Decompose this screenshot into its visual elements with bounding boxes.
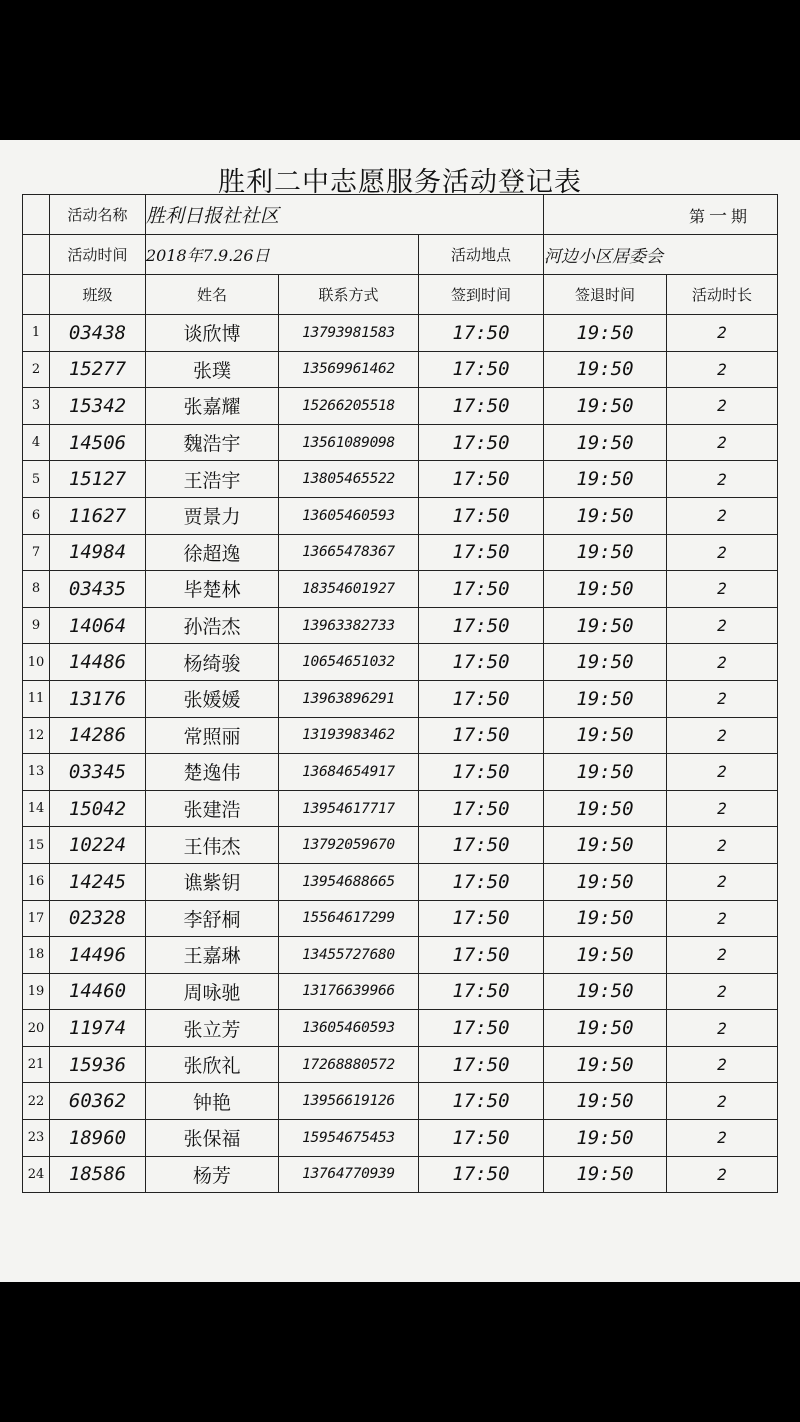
duration-cell: 2: [667, 973, 778, 1010]
checkin-cell: 17:50: [419, 900, 544, 937]
checkout-cell: 19:50: [544, 315, 667, 352]
table-row: [23, 607, 778, 644]
row-number: 16: [23, 863, 50, 900]
activity-name-label: 活动名称: [50, 195, 146, 235]
phone-cell: 13176639966: [279, 973, 419, 1010]
table-row: [23, 351, 778, 388]
class-cell: 18586: [50, 1156, 146, 1193]
phone-cell: 13561089098: [279, 424, 419, 461]
class-cell: 14496: [50, 937, 146, 974]
phone-cell: 15564617299: [279, 900, 419, 937]
duration-cell: 2: [667, 717, 778, 754]
duration-cell: 2: [667, 571, 778, 608]
class-cell: 03438: [50, 315, 146, 352]
checkout-cell: 19:50: [544, 1120, 667, 1157]
checkout-cell: 19:50: [544, 900, 667, 937]
name-cell: 张建浩: [146, 790, 279, 827]
location-value: 河边小区居委会: [544, 235, 778, 275]
checkout-cell: 19:50: [544, 461, 667, 498]
phone-cell: 18354601927: [279, 571, 419, 608]
row-number: 7: [23, 534, 50, 571]
name-cell: 周咏驰: [146, 973, 279, 1010]
duration-cell: 2: [667, 315, 778, 352]
class-cell: 03435: [50, 571, 146, 608]
checkin-cell: 17:50: [419, 461, 544, 498]
row-number: 5: [23, 461, 50, 498]
table-row: [23, 315, 778, 352]
checkout-cell: 19:50: [544, 1156, 667, 1193]
row-number: 9: [23, 607, 50, 644]
name-cell: 魏浩宇: [146, 424, 279, 461]
checkin-cell: 17:50: [419, 680, 544, 717]
checkout-cell: 19:50: [544, 1046, 667, 1083]
name-cell: 王浩宇: [146, 461, 279, 498]
row-number: 11: [23, 680, 50, 717]
checkin-cell: 17:50: [419, 315, 544, 352]
row-number: 22: [23, 1083, 50, 1120]
table-row: [23, 424, 778, 461]
duration-cell: 2: [667, 424, 778, 461]
period-suffix: 期: [730, 206, 747, 226]
row-number: 17: [23, 900, 50, 937]
class-cell: 14486: [50, 644, 146, 681]
row-number: 13: [23, 754, 50, 791]
table-row: [23, 863, 778, 900]
phone-cell: 13605460593: [279, 1010, 419, 1047]
duration-cell: 2: [667, 1120, 778, 1157]
row-number: 23: [23, 1120, 50, 1157]
class-cell: 14064: [50, 607, 146, 644]
duration-cell: 2: [667, 827, 778, 864]
row-number: 24: [23, 1156, 50, 1193]
class-cell: 02328: [50, 900, 146, 937]
name-cell: 谈欣博: [146, 315, 279, 352]
row-number: 10: [23, 644, 50, 681]
table-row: [23, 388, 778, 425]
name-cell: 张媛媛: [146, 680, 279, 717]
name-cell: 谯紫钥: [146, 863, 279, 900]
column-header-contact: 联系方式: [279, 275, 419, 315]
name-cell: 毕楚林: [146, 571, 279, 608]
row-number: 2: [23, 351, 50, 388]
period-cell: [544, 195, 778, 235]
name-cell: 李舒桐: [146, 900, 279, 937]
class-cell: 10224: [50, 827, 146, 864]
form-title: 胜利二中志愿服务活动登记表: [218, 167, 582, 198]
duration-cell: 2: [667, 900, 778, 937]
class-cell: 14506: [50, 424, 146, 461]
checkin-cell: 17:50: [419, 1120, 544, 1157]
phone-cell: 13954688665: [279, 863, 419, 900]
row-number: 4: [23, 424, 50, 461]
phone-cell: 13665478367: [279, 534, 419, 571]
name-cell: 钟艳: [146, 1083, 279, 1120]
checkin-cell: 17:50: [419, 351, 544, 388]
checkin-cell: 17:50: [419, 644, 544, 681]
row-number: 15: [23, 827, 50, 864]
duration-cell: 2: [667, 607, 778, 644]
class-cell: 14286: [50, 717, 146, 754]
phone-cell: 10654651032: [279, 644, 419, 681]
activity-name-value: 胜利日报社社区: [146, 195, 544, 235]
activity-time-row: [23, 235, 778, 275]
name-cell: 徐超逸: [146, 534, 279, 571]
checkout-cell: 19:50: [544, 497, 667, 534]
checkin-cell: 17:50: [419, 1083, 544, 1120]
class-cell: 15277: [50, 351, 146, 388]
phone-cell: 13963382733: [279, 607, 419, 644]
phone-cell: 13455727680: [279, 937, 419, 974]
table-row: [23, 461, 778, 498]
duration-cell: 2: [667, 680, 778, 717]
checkout-cell: 19:50: [544, 1083, 667, 1120]
table-row: [23, 497, 778, 534]
class-cell: 15342: [50, 388, 146, 425]
phone-cell: 15266205518: [279, 388, 419, 425]
checkin-cell: 17:50: [419, 937, 544, 974]
class-cell: 60362: [50, 1083, 146, 1120]
column-header-row: [23, 275, 778, 315]
class-cell: 11627: [50, 497, 146, 534]
table-row: [23, 1083, 778, 1120]
table-row: [23, 754, 778, 791]
checkin-cell: 17:50: [419, 1156, 544, 1193]
duration-cell: 2: [667, 1046, 778, 1083]
class-cell: 15127: [50, 461, 146, 498]
name-cell: 张立芳: [146, 1010, 279, 1047]
row-number: 20: [23, 1010, 50, 1047]
row-number: 1: [23, 315, 50, 352]
checkout-cell: 19:50: [544, 937, 667, 974]
class-cell: 03345: [50, 754, 146, 791]
column-header-checkout: 签退时间: [544, 275, 667, 315]
checkin-cell: 17:50: [419, 497, 544, 534]
phone-cell: 13684654917: [279, 754, 419, 791]
checkin-cell: 17:50: [419, 424, 544, 461]
row-number: 3: [23, 388, 50, 425]
class-cell: 14460: [50, 973, 146, 1010]
name-cell: 杨芳: [146, 1156, 279, 1193]
checkout-cell: 19:50: [544, 973, 667, 1010]
duration-cell: 2: [667, 754, 778, 791]
row-number: 21: [23, 1046, 50, 1083]
phone-cell: 15954675453: [279, 1120, 419, 1157]
checkout-cell: 19:50: [544, 351, 667, 388]
checkout-cell: 19:50: [544, 388, 667, 425]
duration-cell: 2: [667, 1156, 778, 1193]
name-cell: 杨绮骏: [146, 644, 279, 681]
period-prefix: 第: [688, 206, 705, 226]
checkin-cell: 17:50: [419, 790, 544, 827]
name-cell: 楚逸伟: [146, 754, 279, 791]
duration-cell: 2: [667, 461, 778, 498]
table-row: [23, 1120, 778, 1157]
name-cell: 张璞: [146, 351, 279, 388]
phone-cell: 17268880572: [279, 1046, 419, 1083]
table-row: [23, 644, 778, 681]
duration-cell: 2: [667, 1083, 778, 1120]
checkout-cell: 19:50: [544, 424, 667, 461]
table-row: [23, 1010, 778, 1047]
table-row: [23, 534, 778, 571]
row-number: 18: [23, 937, 50, 974]
table-row: [23, 717, 778, 754]
column-header-duration: 活动时长: [667, 275, 778, 315]
checkout-cell: 19:50: [544, 717, 667, 754]
class-cell: 11974: [50, 1010, 146, 1047]
table-row: [23, 973, 778, 1010]
checkin-cell: 17:50: [419, 754, 544, 791]
table-row: [23, 1046, 778, 1083]
checkout-cell: 19:50: [544, 754, 667, 791]
column-header-checkin: 签到时间: [419, 275, 544, 315]
duration-cell: 2: [667, 937, 778, 974]
class-cell: 13176: [50, 680, 146, 717]
table-row: [23, 680, 778, 717]
checkout-cell: 19:50: [544, 827, 667, 864]
table-row: [23, 900, 778, 937]
name-cell: 王伟杰: [146, 827, 279, 864]
activity-time-label: 活动时间: [50, 235, 146, 275]
checkin-cell: 17:50: [419, 388, 544, 425]
class-cell: 14984: [50, 534, 146, 571]
duration-cell: 2: [667, 351, 778, 388]
table-row: [23, 790, 778, 827]
class-cell: 15042: [50, 790, 146, 827]
checkout-cell: 19:50: [544, 863, 667, 900]
checkin-cell: 17:50: [419, 1046, 544, 1083]
activity-time-value: 2018年7.9.26日: [146, 235, 419, 275]
checkin-cell: 17:50: [419, 534, 544, 571]
duration-cell: 2: [667, 644, 778, 681]
name-cell: 孙浩杰: [146, 607, 279, 644]
class-cell: 18960: [50, 1120, 146, 1157]
checkin-cell: 17:50: [419, 827, 544, 864]
table-row: [23, 571, 778, 608]
phone-cell: 13193983462: [279, 717, 419, 754]
column-header-name: 姓名: [146, 275, 279, 315]
checkin-cell: 17:50: [419, 717, 544, 754]
checkout-cell: 19:50: [544, 607, 667, 644]
table-row: [23, 1156, 778, 1193]
phone-cell: 13605460593: [279, 497, 419, 534]
registration-form-paper: [0, 140, 800, 1282]
phone-cell: 13569961462: [279, 351, 419, 388]
row-number: 6: [23, 497, 50, 534]
row-number: 19: [23, 973, 50, 1010]
registration-rows: [23, 315, 778, 1193]
duration-cell: 2: [667, 388, 778, 425]
name-cell: 王嘉琳: [146, 937, 279, 974]
phone-cell: 13793981583: [279, 315, 419, 352]
duration-cell: 2: [667, 790, 778, 827]
phone-cell: 13805465522: [279, 461, 419, 498]
location-label: 活动地点: [419, 235, 544, 275]
class-cell: 15936: [50, 1046, 146, 1083]
table-row: [23, 827, 778, 864]
period-number: 一: [708, 205, 727, 227]
row-number: 12: [23, 717, 50, 754]
duration-cell: 2: [667, 534, 778, 571]
name-cell: 张保福: [146, 1120, 279, 1157]
class-cell: 14245: [50, 863, 146, 900]
checkout-cell: 19:50: [544, 571, 667, 608]
checkin-cell: 17:50: [419, 607, 544, 644]
row-number: 8: [23, 571, 50, 608]
activity-name-row: [23, 195, 778, 235]
phone-cell: 13956619126: [279, 1083, 419, 1120]
checkin-cell: 17:50: [419, 973, 544, 1010]
phone-cell: 13954617717: [279, 790, 419, 827]
duration-cell: 2: [667, 863, 778, 900]
checkin-cell: 17:50: [419, 571, 544, 608]
phone-cell: 13963896291: [279, 680, 419, 717]
registration-table: [22, 194, 778, 1193]
checkout-cell: 19:50: [544, 790, 667, 827]
checkout-cell: 19:50: [544, 680, 667, 717]
table-row: [23, 937, 778, 974]
name-cell: 常照丽: [146, 717, 279, 754]
phone-cell: 13764770939: [279, 1156, 419, 1193]
checkout-cell: 19:50: [544, 534, 667, 571]
name-cell: 贾景力: [146, 497, 279, 534]
checkout-cell: 19:50: [544, 644, 667, 681]
checkin-cell: 17:50: [419, 863, 544, 900]
duration-cell: 2: [667, 497, 778, 534]
name-cell: 张嘉耀: [146, 388, 279, 425]
checkout-cell: 19:50: [544, 1010, 667, 1047]
duration-cell: 2: [667, 1010, 778, 1047]
checkin-cell: 17:50: [419, 1010, 544, 1047]
row-number: 14: [23, 790, 50, 827]
phone-cell: 13792059670: [279, 827, 419, 864]
name-cell: 张欣礼: [146, 1046, 279, 1083]
column-header-class: 班级: [50, 275, 146, 315]
